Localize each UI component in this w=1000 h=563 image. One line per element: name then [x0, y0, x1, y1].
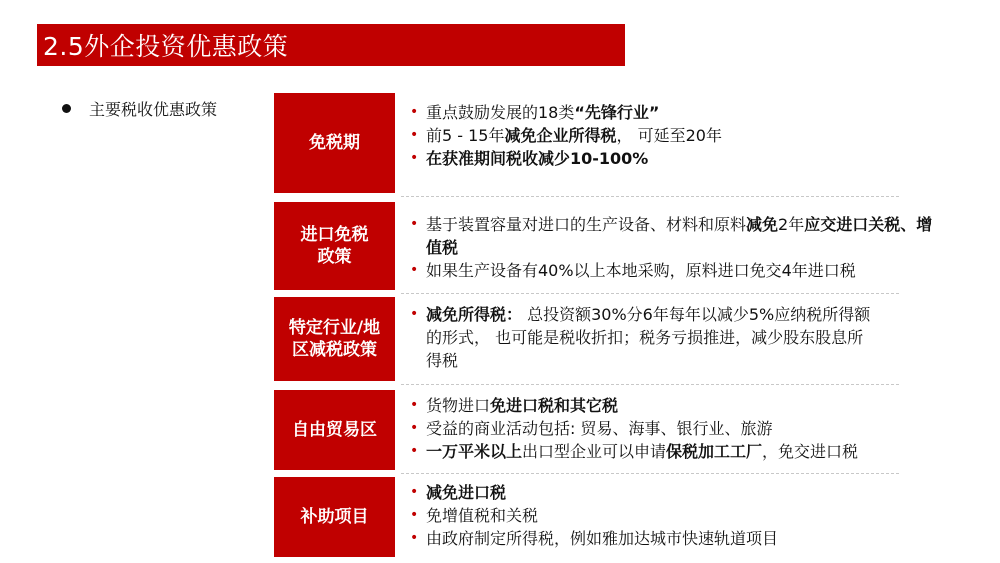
- row-label-line: 区减税政策: [292, 340, 377, 360]
- text-segment: 受益的商业活动包括: 贸易、海事、银行业、旅游: [426, 419, 773, 438]
- row-content: [408, 394, 948, 463]
- row-divider: [401, 473, 899, 474]
- row-content: [408, 481, 948, 550]
- policy-row: [274, 93, 954, 193]
- side-bullet-text: 主要税收优惠政策: [89, 100, 218, 119]
- text-segment: 如果生产设备有40%以上本地采购，原料进口免交4年进口税: [426, 261, 856, 280]
- text-segment: 由政府制定所得税，例如雅加达城市快速轨道项目: [426, 529, 779, 548]
- bullet-dot-icon: [62, 104, 71, 113]
- row-label: [274, 477, 395, 557]
- bullet-dot-icon: •: [410, 262, 419, 278]
- bullet-text: [426, 213, 948, 259]
- policy-row: [274, 202, 954, 290]
- title-bar: [37, 24, 625, 66]
- bullet-item: [408, 417, 948, 440]
- bold-text: 免进口税和其它税: [490, 396, 619, 415]
- bullet-item: [408, 259, 948, 282]
- row-label-line: 免税期: [309, 133, 360, 153]
- bullet-item: [408, 303, 878, 372]
- text-segment: 货物进口: [426, 396, 491, 415]
- bullet-item: [408, 101, 948, 124]
- bold-text: 保税加工工厂: [666, 442, 763, 461]
- text-segment: ， 可延至20年: [616, 126, 722, 145]
- text-segment: 前5 - 15年: [426, 126, 505, 145]
- bold-text: 减免: [746, 215, 779, 234]
- text-segment: 2年: [778, 215, 805, 234]
- row-content: [408, 213, 948, 282]
- bullet-dot-icon: •: [410, 420, 419, 436]
- bullet-item: [408, 213, 948, 259]
- bullet-text: [426, 527, 948, 550]
- bullet-dot-icon: •: [410, 507, 419, 523]
- bullet-item: [408, 147, 948, 170]
- row-label: [274, 93, 395, 193]
- bullet-item: [408, 527, 948, 550]
- bullet-dot-icon: •: [410, 216, 419, 232]
- side-bullet: [62, 97, 217, 120]
- bullet-text: [426, 481, 948, 504]
- bullet-text: [426, 101, 948, 124]
- row-label-line: 自由贸易区: [292, 420, 377, 440]
- bold-text: 减免所得税：: [426, 305, 523, 324]
- policy-row: [274, 390, 954, 470]
- row-divider: [401, 384, 899, 385]
- bullet-dot-icon: •: [410, 104, 419, 120]
- bullet-dot-icon: •: [410, 484, 419, 500]
- bold-text: “先锋行业”: [574, 103, 660, 122]
- bullet-text: [426, 394, 948, 417]
- text-segment: 免增值税和关税: [426, 506, 539, 525]
- bullet-text: [426, 440, 948, 463]
- bullet-text: [426, 504, 948, 527]
- bullet-item: [408, 394, 948, 417]
- policy-row: [274, 297, 954, 381]
- text-segment: ，免交进口税: [762, 442, 859, 461]
- bold-text: 减免进口税: [426, 483, 507, 502]
- row-label: [274, 202, 395, 290]
- bullet-dot-icon: •: [410, 127, 419, 143]
- text-segment: 出口型企业可以申请: [522, 442, 667, 461]
- bullet-item: [408, 504, 948, 527]
- bold-text: 在获准期间税收减少10-100%: [426, 149, 649, 168]
- text-segment: 重点鼓励发展的18类: [426, 103, 575, 122]
- bold-text: 一万平米以上: [426, 442, 523, 461]
- page-title: 2.5外企投资优惠政策: [43, 32, 289, 61]
- bullet-text: [426, 417, 948, 440]
- row-divider: [401, 293, 899, 294]
- row-content: [408, 101, 948, 170]
- policy-row: [274, 477, 954, 557]
- row-label: [274, 297, 395, 381]
- bullet-dot-icon: •: [410, 306, 419, 322]
- bullet-text: [426, 147, 948, 170]
- bullet-dot-icon: •: [410, 150, 419, 166]
- text-segment: 基于装置容量对进口的生产设备、材料和原料: [426, 215, 747, 234]
- bold-text: 应交进口关税、增值税: [426, 215, 933, 257]
- bullet-text: [426, 303, 878, 372]
- bullet-item: [408, 440, 948, 463]
- bullet-item: [408, 481, 948, 504]
- bullet-dot-icon: •: [410, 530, 419, 546]
- bold-text: 减免企业所得税: [504, 126, 617, 145]
- row-label-line: 补助项目: [300, 507, 369, 527]
- row-content: [408, 303, 878, 372]
- row-divider: [401, 196, 899, 197]
- row-label-line: 特定行业/地: [288, 318, 381, 338]
- bullet-dot-icon: •: [410, 443, 419, 459]
- row-label-line: 政策: [317, 247, 352, 267]
- text-segment: 总投资额30%分6年每年以减少5%应纳税所得额的形式， 也可能是税收折扣；税务亏损推进，减少股东股息所得税: [426, 305, 871, 370]
- bullet-dot-icon: •: [410, 397, 419, 413]
- bullet-item: [408, 124, 948, 147]
- row-label: [274, 390, 395, 470]
- bullet-text: [426, 124, 948, 147]
- row-label-line: 进口免税: [300, 225, 369, 245]
- bullet-text: [426, 259, 948, 282]
